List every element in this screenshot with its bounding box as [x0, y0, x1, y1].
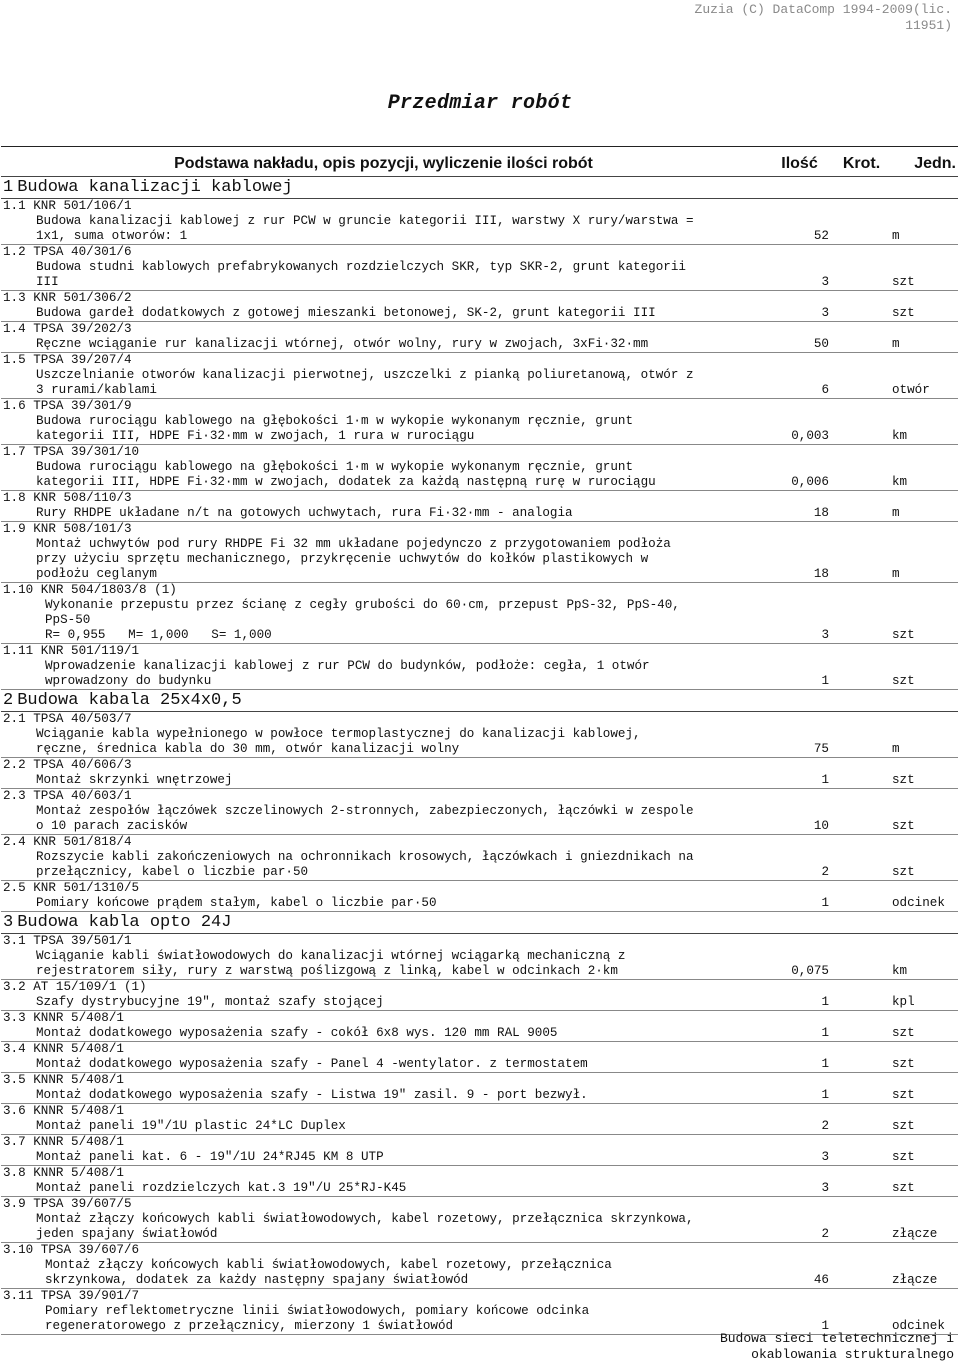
item-header: [3, 1104, 764, 1119]
item-quantity: 10: [766, 789, 833, 835]
item-quantity: 0,006: [766, 445, 833, 491]
item-number: 1.8: [3, 491, 26, 505]
item-quantity: 3: [766, 291, 833, 322]
item-description-cell: [1, 1243, 766, 1289]
item-header: [3, 1289, 764, 1304]
item-unit: m: [890, 322, 958, 353]
item-description-cell: [1, 445, 766, 491]
section-number: 3: [3, 912, 14, 932]
item-description: Montaż skrzynki wnętrzowej: [36, 773, 233, 787]
credit-line-1: Zuzia (C) DataComp 1994-2009(lic.: [694, 2, 952, 17]
item-description-cell: [1, 522, 766, 583]
item-quantity: 1: [766, 1073, 833, 1104]
estimate-table: [1, 146, 958, 1335]
item-quantity: 75: [766, 712, 833, 758]
item-basis: TPSA 39/301/10: [33, 445, 140, 459]
item-basis: KNNR 5/408/1: [33, 1073, 124, 1087]
footer-line-2: okablowania strukturalnego: [751, 1347, 954, 1362]
item-number: 3.3: [3, 1011, 26, 1025]
item-header: [3, 1166, 764, 1181]
item-multiplier: [833, 1073, 890, 1104]
section-row: [1, 912, 958, 934]
item-multiplier: [833, 835, 890, 881]
item-quantity: 0,075: [766, 934, 833, 980]
item-quantity: 3: [766, 1135, 833, 1166]
item-unit: otwór: [890, 353, 958, 399]
item-header: [3, 245, 764, 260]
item-description-cell: [1, 583, 766, 644]
item-description: Budowa rurociągu kablowego na głębokości 1·m w wykopie wykonanym ręcznie, grunt kategorii III, HDPE Fi·32·mm w zwojach, 1 rura w rurociągu: [36, 414, 634, 443]
item-unit: złącze: [890, 1243, 958, 1289]
table-row: [1, 322, 958, 353]
item-description-cell: [1, 1135, 766, 1166]
item-number: 1.9: [3, 522, 26, 536]
software-credit: [695, 2, 952, 34]
item-description-cell: [1, 980, 766, 1011]
item-quantity: 50: [766, 322, 833, 353]
item-number: 1.1: [3, 199, 26, 213]
item-unit: szt: [890, 1104, 958, 1135]
item-multiplier: [833, 322, 890, 353]
item-multiplier: [833, 1166, 890, 1197]
item-basis: KNR 501/106/1: [33, 199, 132, 213]
item-number: 3.7: [3, 1135, 26, 1149]
item-number: 1.11: [3, 644, 34, 658]
item-quantity: 18: [766, 491, 833, 522]
item-description-cell: [1, 1042, 766, 1073]
item-number: 1.2: [3, 245, 26, 259]
table-row: [1, 1135, 958, 1166]
item-multiplier: [833, 789, 890, 835]
item-basis: KNNR 5/408/1: [33, 1104, 124, 1118]
item-basis: TPSA 39/901/7: [40, 1289, 140, 1303]
item-description-cell: [1, 199, 766, 245]
table-row: [1, 644, 958, 690]
table-row: [1, 1289, 958, 1335]
item-description-cell: [1, 712, 766, 758]
table-row: [1, 291, 958, 322]
item-number: 3.4: [3, 1042, 26, 1056]
item-multiplier: [833, 881, 890, 912]
item-unit: szt: [890, 644, 958, 690]
item-number: 3.2: [3, 980, 26, 994]
item-description-cell: [1, 1011, 766, 1042]
item-quantity: 0,003: [766, 399, 833, 445]
header-multiplier: Krot.: [833, 147, 890, 177]
item-description-cell: [1, 1197, 766, 1243]
item-multiplier: [833, 445, 890, 491]
table-row: [1, 1243, 958, 1289]
item-multiplier: [833, 199, 890, 245]
item-description-cell: [1, 245, 766, 291]
item-header: [3, 353, 764, 368]
item-quantity: 52: [766, 199, 833, 245]
section-title: Budowa kabala 25x4x0,5: [17, 690, 242, 710]
item-multiplier: [833, 1104, 890, 1135]
item-basis: KNNR 5/408/1: [33, 1011, 124, 1025]
item-header: [3, 291, 764, 306]
item-description: Montaż paneli 19"/1U plastic 24*LC Duplex: [36, 1119, 346, 1133]
item-header: [3, 835, 764, 850]
item-multiplier: [833, 1011, 890, 1042]
table-row: [1, 522, 958, 583]
item-description: Montaż dodatkowego wyposażenia szafy - Panel 4 -wentylator. z termostatem: [36, 1057, 588, 1071]
table-row: [1, 881, 958, 912]
item-description: Wprowadzenie kanalizacji kablowej z rur PCW do budynków, podłoże: cegła, 1 otwór wprowadzony do budynku: [45, 659, 650, 688]
item-unit: km: [890, 934, 958, 980]
item-header: [3, 1042, 764, 1057]
item-description-cell: [1, 934, 766, 980]
item-multiplier: [833, 980, 890, 1011]
item-quantity: 1: [766, 1289, 833, 1335]
item-number: 3.8: [3, 1166, 26, 1180]
item-number: 2.2: [3, 758, 26, 772]
item-basis: KNR 501/119/1: [40, 644, 140, 658]
table-row: [1, 491, 958, 522]
item-quantity: 2: [766, 835, 833, 881]
item-quantity: 2: [766, 1104, 833, 1135]
item-description-cell: [1, 835, 766, 881]
item-basis: KNR 508/110/3: [33, 491, 132, 505]
table-row: [1, 980, 958, 1011]
item-quantity: 3: [766, 583, 833, 644]
item-description: Budowa rurociągu kablowego na głębokości 1·m w wykopie wykonanym ręcznie, grunt kategorii III, HDPE Fi·32·mm w zwojach, dodatek za każdą następną rurę w rurociągu: [36, 460, 656, 489]
table-row: [1, 758, 958, 789]
item-header: [3, 522, 764, 537]
item-description-cell: [1, 1289, 766, 1335]
item-multiplier: [833, 245, 890, 291]
header-unit: Jedn.: [890, 147, 958, 177]
item-quantity: 2: [766, 1197, 833, 1243]
item-multiplier: [833, 583, 890, 644]
item-header: [3, 980, 764, 995]
item-quantity: 1: [766, 1011, 833, 1042]
section-heading: [1, 690, 958, 712]
table-row: [1, 399, 958, 445]
table-row: [1, 934, 958, 980]
table-header-row: [1, 147, 958, 177]
table-row: [1, 1073, 958, 1104]
item-unit: szt: [890, 789, 958, 835]
item-unit: m: [890, 491, 958, 522]
item-description: Budowa studni kablowych prefabrykowanych rozdzielczych SKR, typ SKR-2, grunt kategorii III: [36, 260, 686, 289]
item-unit: m: [890, 712, 958, 758]
table-row: [1, 445, 958, 491]
section-row: [1, 177, 958, 199]
item-header: [3, 1197, 764, 1212]
item-description-cell: [1, 1166, 766, 1197]
item-basis: KNR 501/818/4: [33, 835, 132, 849]
item-unit: szt: [890, 291, 958, 322]
item-basis: KNR 501/1310/5: [33, 881, 140, 895]
item-number: 1.4: [3, 322, 26, 336]
item-description: Montaż złączy końcowych kabli światłowodowych, kabel rozetowy, przełącznica skrzynkowa, jeden spajany światłowód: [36, 1212, 694, 1241]
item-header: [3, 712, 764, 727]
section-title: Budowa kabla opto 24J: [17, 912, 232, 932]
item-multiplier: [833, 1135, 890, 1166]
item-description-cell: [1, 881, 766, 912]
item-number: 3.9: [3, 1197, 26, 1211]
item-basis: TPSA 40/503/7: [33, 712, 132, 726]
table-row: [1, 1042, 958, 1073]
section-title: Budowa kanalizacji kablowej: [17, 177, 293, 197]
item-basis: AT 15/109/1 (1): [33, 980, 147, 994]
item-number: 2.4: [3, 835, 26, 849]
item-multiplier: [833, 712, 890, 758]
item-header: [3, 199, 764, 214]
item-description: Montaż zespołów łączówek szczelinowych 2-stronnych, zabezpieczonych, łączówki w zespole o 10 parach zacisków: [36, 804, 694, 833]
item-description-cell: [1, 322, 766, 353]
item-unit: km: [890, 445, 958, 491]
table-row: [1, 583, 958, 644]
item-quantity: 6: [766, 353, 833, 399]
item-number: 2.3: [3, 789, 26, 803]
item-basis: TPSA 39/607/6: [40, 1243, 140, 1257]
table-row: [1, 1166, 958, 1197]
item-unit: szt: [890, 1166, 958, 1197]
item-description: Rury RHDPE układane n/t na gotowych uchwytach, rura Fi·32·mm - analogia: [36, 506, 573, 520]
table-row: [1, 835, 958, 881]
credit-line-2: 11951): [905, 18, 952, 33]
item-basis: KNR 501/306/2: [33, 291, 132, 305]
item-number: 1.5: [3, 353, 26, 367]
table-row: [1, 353, 958, 399]
item-description: Uszczelnianie otworów kanalizacji pierwotnej, uszczelki z pianką poliuretanową, otwór z 3 rurami/kablami: [36, 368, 694, 397]
item-description-cell: [1, 758, 766, 789]
item-quantity: 3: [766, 245, 833, 291]
table-body: [1, 177, 958, 1335]
table-row: [1, 1104, 958, 1135]
item-basis: TPSA 39/501/1: [33, 934, 132, 948]
item-number: 3.10: [3, 1243, 34, 1257]
item-basis: TPSA 39/202/3: [33, 322, 132, 336]
item-basis: KNR 504/1803/8 (1): [40, 583, 177, 597]
item-unit: odcinek: [890, 1289, 958, 1335]
item-description: Pomiary reflektometryczne linii światłowodowych, pomiary końcowe odcinka regeneratorowego z przełącznicy, mierzony 1 światłowód: [45, 1304, 590, 1333]
section-row: [1, 690, 958, 712]
item-number: 3.1: [3, 934, 26, 948]
item-multiplier: [833, 353, 890, 399]
page-title: Przedmiar robót: [387, 92, 573, 115]
item-header: [3, 881, 764, 896]
item-header: [3, 758, 764, 773]
section-heading: [1, 177, 958, 199]
item-header: [3, 1073, 764, 1088]
item-multiplier: [833, 291, 890, 322]
item-description-cell: [1, 1104, 766, 1135]
item-header: [3, 322, 764, 337]
item-number: 3.11: [3, 1289, 34, 1303]
item-unit: kpl: [890, 980, 958, 1011]
item-unit: m: [890, 522, 958, 583]
item-quantity: 46: [766, 1243, 833, 1289]
item-number: 1.3: [3, 291, 26, 305]
item-quantity: 3: [766, 1166, 833, 1197]
item-unit: szt: [890, 245, 958, 291]
item-multiplier: [833, 522, 890, 583]
item-basis: KNNR 5/408/1: [33, 1135, 124, 1149]
item-quantity: 18: [766, 522, 833, 583]
item-quantity: 1: [766, 881, 833, 912]
item-unit: szt: [890, 758, 958, 789]
item-description: Montaż paneli kat. 6 - 19"/1U 24*RJ45 KM 8 UTP: [36, 1150, 384, 1164]
item-basis: KNR 508/101/3: [33, 522, 132, 536]
item-multiplier: [833, 1042, 890, 1073]
item-description-cell: [1, 399, 766, 445]
item-description: Montaż uchwytów pod rury RHDPE Fi 32 mm układane pojedynczo z przygotowaniem podłoża przy użyciu sprzętu mechanicznego, przykręcenie uchwytów do kołków plastikowych w podłożu ceglanym: [36, 537, 671, 581]
footer-line-1: Budowa sieci teletechnicznej i: [719, 1331, 954, 1346]
item-description: Ręczne wciąganie rur kanalizacji wtórnej, otwór wolny, rury w zwojach, 3xFi·32·mm: [36, 337, 649, 351]
table-row: [1, 199, 958, 245]
item-basis: TPSA 40/603/1: [33, 789, 132, 803]
item-unit: szt: [890, 1011, 958, 1042]
item-quantity: 1: [766, 980, 833, 1011]
header-description: Podstawa nakładu, opis pozycji, wyliczenie ilości robót: [1, 147, 766, 177]
table-row: [1, 245, 958, 291]
item-description: Rozszycie kabli zakończeniowych na ochronnikach krosowych, łączówkach i gniezdnikach na przełącznicy, kabel o liczbie par·50: [36, 850, 694, 879]
item-description: Wykonanie przepustu przez ścianę z cegły grubości do 60·cm, przepust PpS-32, PpS-40, PpS-50 R= 0,955 M= 1,000 S= 1,000: [45, 598, 680, 642]
document-footer: [720, 1331, 954, 1363]
item-number: 3.5: [3, 1073, 26, 1087]
item-header: [3, 1011, 764, 1026]
item-header: [3, 644, 764, 659]
item-description: Montaż dodatkowego wyposażenia szafy - cokół 6x8 wys. 120 mm RAL 9005: [36, 1026, 558, 1040]
section-number: 2: [3, 690, 14, 710]
item-header: [3, 583, 764, 598]
table-row: [1, 789, 958, 835]
item-quantity: 1: [766, 758, 833, 789]
item-description: Szafy dystrybucyjne 19", montaż szafy stojącej: [36, 995, 384, 1009]
item-header: [3, 1243, 764, 1258]
item-multiplier: [833, 491, 890, 522]
item-unit: złącze: [890, 1197, 958, 1243]
item-multiplier: [833, 934, 890, 980]
table-row: [1, 1011, 958, 1042]
item-unit: szt: [890, 835, 958, 881]
item-basis: TPSA 40/606/3: [33, 758, 132, 772]
table-row: [1, 1197, 958, 1243]
item-unit: szt: [890, 1042, 958, 1073]
item-description: Montaż paneli rozdzielczych kat.3 19"/U 25*RJ-K45: [36, 1181, 407, 1195]
section-heading: [1, 912, 958, 934]
item-unit: szt: [890, 583, 958, 644]
item-basis: TPSA 39/207/4: [33, 353, 132, 367]
item-unit: odcinek: [890, 881, 958, 912]
item-unit: m: [890, 199, 958, 245]
item-description: Montaż dodatkowego wyposażenia szafy - Listwa 19" zasil. 9 - port bezwył.: [36, 1088, 588, 1102]
item-multiplier: [833, 1243, 890, 1289]
item-header: [3, 789, 764, 804]
item-multiplier: [833, 399, 890, 445]
item-basis: KNNR 5/408/1: [33, 1042, 124, 1056]
item-description: Budowa kanalizacji kablowej z rur PCW w gruncie kategorii III, warstwy X rury/warstwa = 1x1, suma otworów: 1: [36, 214, 694, 243]
item-description: Budowa gardeł dodatkowych z gotowej mieszanki betonowej, SK-2, grunt kategorii III: [36, 306, 656, 320]
item-basis: KNNR 5/408/1: [33, 1166, 124, 1180]
item-number: 2.5: [3, 881, 26, 895]
item-multiplier: [833, 644, 890, 690]
item-multiplier: [833, 1289, 890, 1335]
header-quantity: Ilość: [766, 147, 833, 177]
table-row: [1, 712, 958, 758]
item-number: 1.6: [3, 399, 26, 413]
section-number: 1: [3, 177, 14, 197]
item-description-cell: [1, 491, 766, 522]
item-multiplier: [833, 758, 890, 789]
item-basis: TPSA 39/607/5: [33, 1197, 132, 1211]
item-unit: szt: [890, 1135, 958, 1166]
item-header: [3, 399, 764, 414]
item-header: [3, 934, 764, 949]
item-quantity: 1: [766, 644, 833, 690]
item-description: Pomiary końcowe prądem stałym, kabel o liczbie par·50: [36, 896, 437, 910]
item-header: [3, 1135, 764, 1150]
item-description-cell: [1, 789, 766, 835]
item-multiplier: [833, 1197, 890, 1243]
item-number: 1.10: [3, 583, 34, 597]
item-basis: TPSA 39/301/9: [33, 399, 132, 413]
item-description-cell: [1, 1073, 766, 1104]
item-description: Wciąganie kabla wypełnionego w powłoce termoplastycznej do kanalizacji kablowej, ręczne, średnica kabla do 30 mm, otwór kanalizacji wolny: [36, 727, 641, 756]
item-unit: km: [890, 399, 958, 445]
item-description: Wciąganie kabli światłowodowych do kanalizacji wtórnej wciągarką mechaniczną z rejestratorem siły, rury z warstwą poślizgową z linką, kabel w odcinkach 2·km: [36, 949, 626, 978]
item-number: 3.6: [3, 1104, 26, 1118]
item-header: [3, 445, 764, 460]
item-unit: szt: [890, 1073, 958, 1104]
item-number: 2.1: [3, 712, 26, 726]
item-number: 1.7: [3, 445, 26, 459]
item-description: Montaż złączy końcowych kabli światłowodowych, kabel rozetowy, przełącznica skrzynkowa, dodatek za każdy następny spajany światłowód: [45, 1258, 612, 1287]
item-description-cell: [1, 291, 766, 322]
item-description-cell: [1, 644, 766, 690]
item-header: [3, 491, 764, 506]
item-description-cell: [1, 353, 766, 399]
item-basis: TPSA 40/301/6: [33, 245, 132, 259]
item-quantity: 1: [766, 1042, 833, 1073]
